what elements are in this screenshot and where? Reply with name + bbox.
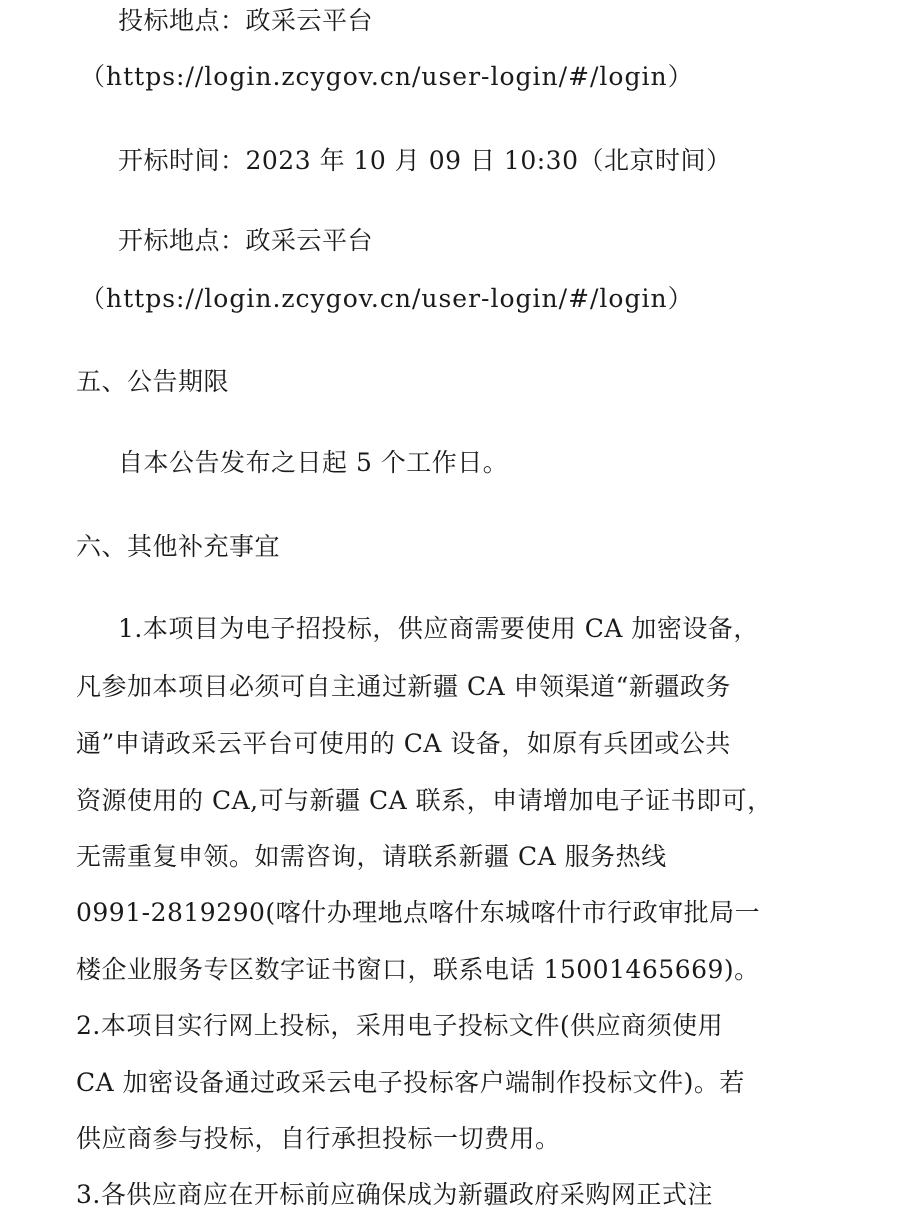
opening-time: 开标时间：2023 年 10 月 09 日 10:30（北京时间） bbox=[118, 146, 732, 175]
section-heading-5: 五、公告期限 bbox=[76, 367, 230, 396]
bid-location-label: 投标地点：政采云平台 bbox=[118, 6, 374, 35]
opening-location-label: 开标地点：政采云平台 bbox=[118, 226, 374, 255]
paragraph-line: 2.本项目实行网上投标，采用电子投标文件(供应商须使用 bbox=[76, 1011, 724, 1040]
announcement-period-text: 自本公告发布之日起 5 个工作日。 bbox=[118, 448, 509, 477]
paragraph-line: CA 加密设备通过政采云电子投标客户端制作投标文件)。若 bbox=[76, 1068, 745, 1097]
section-heading-6: 六、其他补充事宜 bbox=[76, 532, 281, 561]
paragraph-line: 无需重复申领。如需咨询，请联系新疆 CA 服务热线 bbox=[76, 842, 667, 871]
opening-location-url: （https://login.zcygov.cn/user-login/#/login） bbox=[80, 284, 694, 313]
paragraph-line: 3.各供应商应在开标前应确保成为新疆政府采购网正式注 bbox=[76, 1180, 713, 1209]
paragraph-line: 1.本项目为电子招投标，供应商需要使用 CA 加密设备， bbox=[118, 614, 759, 643]
paragraph-line: 凡参加本项目必须可自主通过新疆 CA 申领渠道“新疆政务 bbox=[76, 672, 731, 701]
paragraph-line: 通”申请政采云平台可使用的 CA 设备，如原有兵团或公共 bbox=[76, 729, 731, 758]
paragraph-line: 供应商参与投标，自行承担投标一切费用。 bbox=[76, 1124, 561, 1153]
paragraph-line: 楼企业服务专区数字证书窗口，联系电话 15001465669)。 bbox=[76, 955, 760, 984]
paragraph-line: 资源使用的 CA,可与新疆 CA 联系，申请增加电子证书即可， bbox=[76, 786, 773, 815]
paragraph-line: 0991-2819290(喀什办理地点喀什东城喀什市行政审批局一 bbox=[76, 898, 761, 927]
bid-location-url: （https://login.zcygov.cn/user-login/#/login） bbox=[80, 62, 694, 91]
